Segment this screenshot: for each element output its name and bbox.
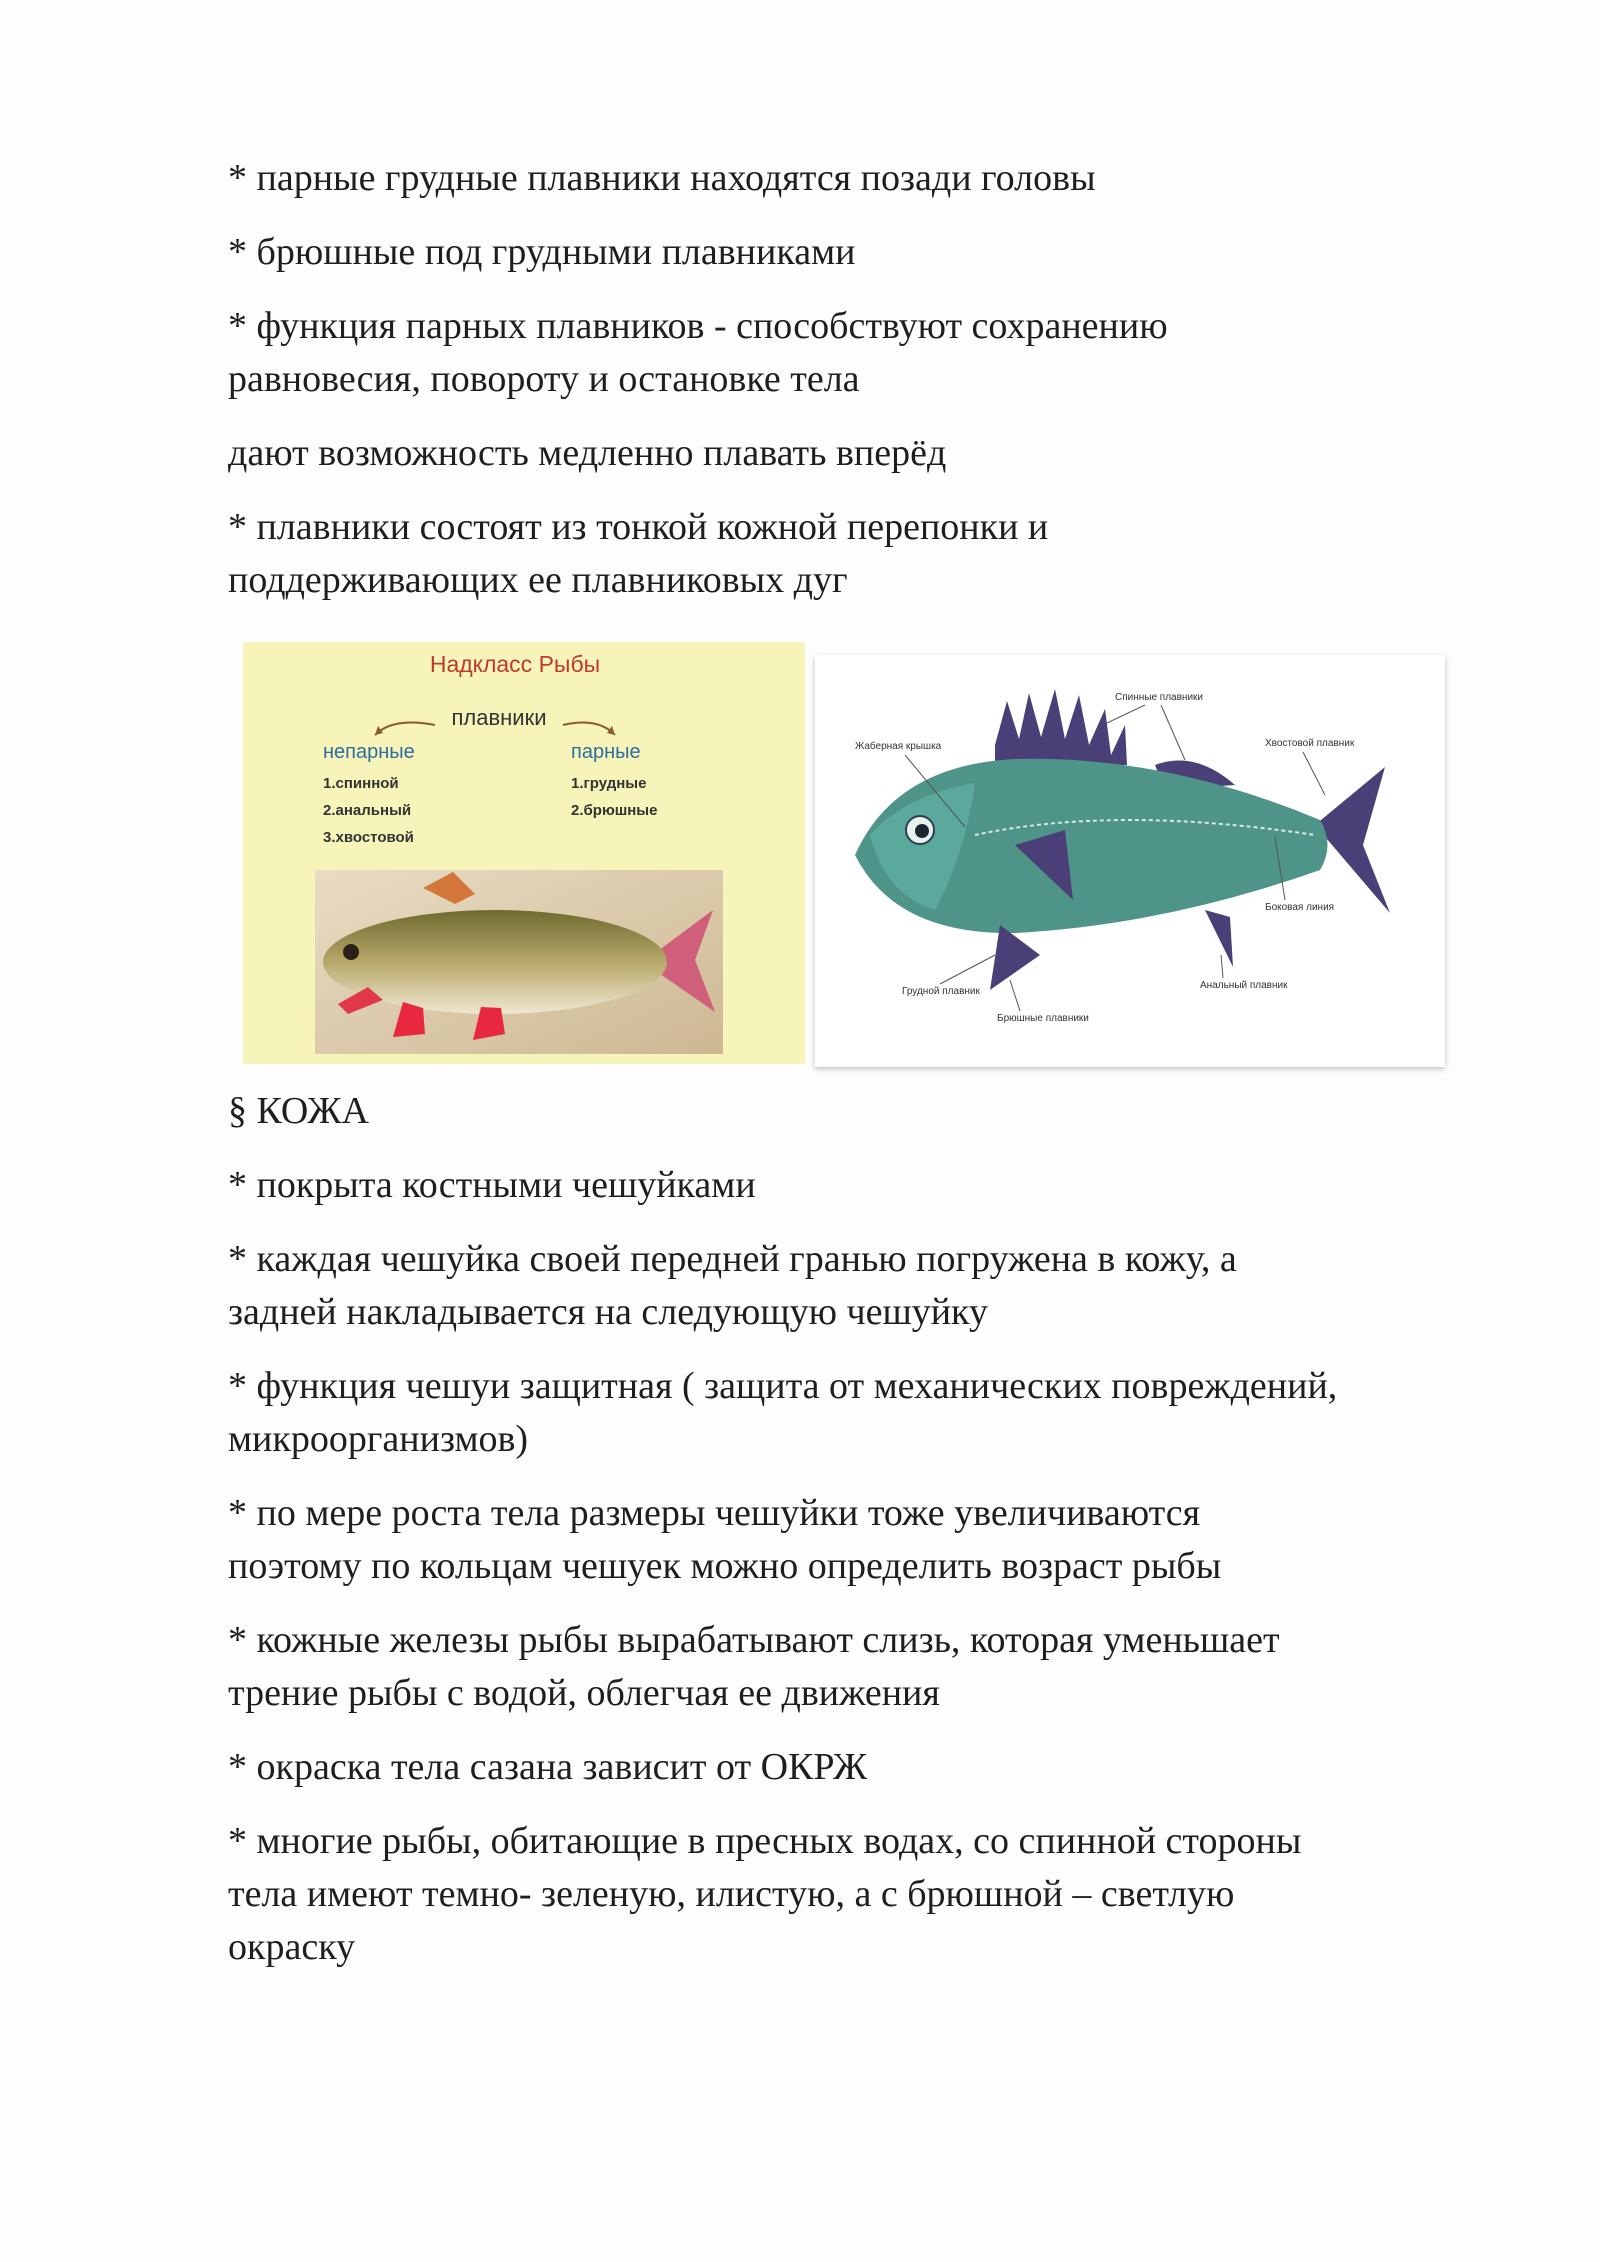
paragraph-bony-scales — [228, 1159, 1518, 1212]
text-line: микроорганизмов) — [228, 1418, 529, 1460]
text-line: * функция чешуи защитная ( защита от механических повреждений, — [228, 1365, 1338, 1407]
paragraph-carp-color — [228, 1741, 1518, 1794]
text-line: * многие рыбы, обитающие в пресных водах, со спинной стороны — [228, 1820, 1302, 1862]
paragraph-scale-overlap — [228, 1233, 1518, 1339]
paragraph-pelvic-fins — [228, 226, 1518, 279]
text-line: * функция парных плавников - способствуют сохранению — [228, 305, 1168, 347]
paragraph-paired-fins-function — [228, 300, 1518, 406]
text-line: поддерживающих ее плавниковых дуг — [228, 559, 848, 601]
pelvic-fin — [990, 925, 1040, 990]
leader-line — [1303, 752, 1325, 795]
text-line: * по мере роста тела размеры чешуйки тоже увеличиваются — [228, 1492, 1201, 1534]
text-line: окраску — [228, 1926, 356, 1968]
fish-eye — [343, 944, 359, 960]
label-dorsal: Спинные плавники — [1115, 692, 1203, 703]
paired-item: 1.грудные — [571, 775, 647, 792]
text-line: * кожные железы рыбы вырабатывают слизь, которая уменьшает — [228, 1619, 1280, 1661]
paragraph-slow-swim — [228, 427, 1518, 480]
text-line: * брюшные под грудными плавниками — [228, 231, 856, 273]
unpaired-item: 1.спинной — [323, 775, 399, 792]
text-line: трение рыбы с водой, облегчая ее движения — [228, 1672, 940, 1714]
section-heading-skin — [228, 1085, 1518, 1138]
label-lateral-line: Боковая линия — [1265, 902, 1335, 913]
fish-pupil — [915, 824, 929, 838]
paragraph-pectoral-fins — [228, 152, 1518, 205]
perch-anatomy-figure — [815, 655, 1445, 1067]
arrow-right-icon — [563, 723, 615, 735]
leader-line — [1161, 705, 1185, 760]
fins-center-label: плавники — [451, 705, 547, 730]
text-line: равновесия, повороту и остановке тела — [228, 358, 860, 400]
label-anal: Анальный плавник — [1200, 980, 1288, 991]
leader-line — [1221, 955, 1223, 978]
label-pelvic: Брюшные плавники — [997, 1013, 1089, 1024]
roach-fish-illustration — [315, 870, 723, 1054]
label-pectoral: Грудной плавник — [902, 986, 980, 997]
text-line: * плавники состоят из тонкой кожной перепонки и — [228, 506, 1049, 548]
leader-line — [940, 955, 995, 984]
unpaired-item: 3.хвостовой — [323, 829, 414, 846]
text-line: дают возможность медленно плавать вперёд — [228, 432, 947, 474]
fish-classification-svg — [243, 642, 805, 1064]
label-operculum: Жаберная крышка — [855, 741, 942, 752]
text-line: задней накладывается на следующую чешуйку — [228, 1291, 988, 1333]
paragraph-freshwater-coloring — [228, 1815, 1518, 1974]
arrow-left-icon — [375, 723, 435, 735]
paired-item: 2.брюшные — [571, 802, 658, 819]
figure-title: Надкласс Рыбы — [429, 651, 601, 677]
anal-fin — [1205, 910, 1233, 967]
leader-line — [1107, 705, 1145, 723]
paragraph-scale-function — [228, 1360, 1518, 1466]
spiny-dorsal-fin — [995, 689, 1127, 767]
paragraph-fin-structure — [228, 501, 1518, 607]
label-caudal: Хвостовой плавник — [1265, 738, 1355, 749]
paragraph-skin-glands — [228, 1614, 1518, 1720]
text-line: * покрыта костными чешуйками — [228, 1164, 756, 1206]
paired-heading: парные — [571, 741, 641, 763]
perch-anatomy-svg — [815, 655, 1445, 1067]
text-line: тела имеют темно- зеленую, илистую, а с брюшной – светлую — [228, 1873, 1235, 1915]
paragraph-scale-growth — [228, 1487, 1518, 1593]
text-line: поэтому по кольцам чешуек можно определить возраст рыбы — [228, 1545, 1222, 1587]
unpaired-item: 2.анальный — [323, 802, 412, 819]
fish-fins-classification-figure — [243, 642, 805, 1064]
text-line: * парные грудные плавники находятся позади головы — [228, 157, 1096, 199]
text-line: * каждая чешуйка своей передней гранью погружена в кожу, а — [228, 1238, 1237, 1280]
unpaired-heading: непарные — [323, 741, 415, 763]
leader-line — [1010, 980, 1020, 1011]
section-heading-text: § КОЖА — [228, 1090, 369, 1132]
text-line: * окраска тела сазана зависит от ОКРЖ — [228, 1746, 868, 1788]
